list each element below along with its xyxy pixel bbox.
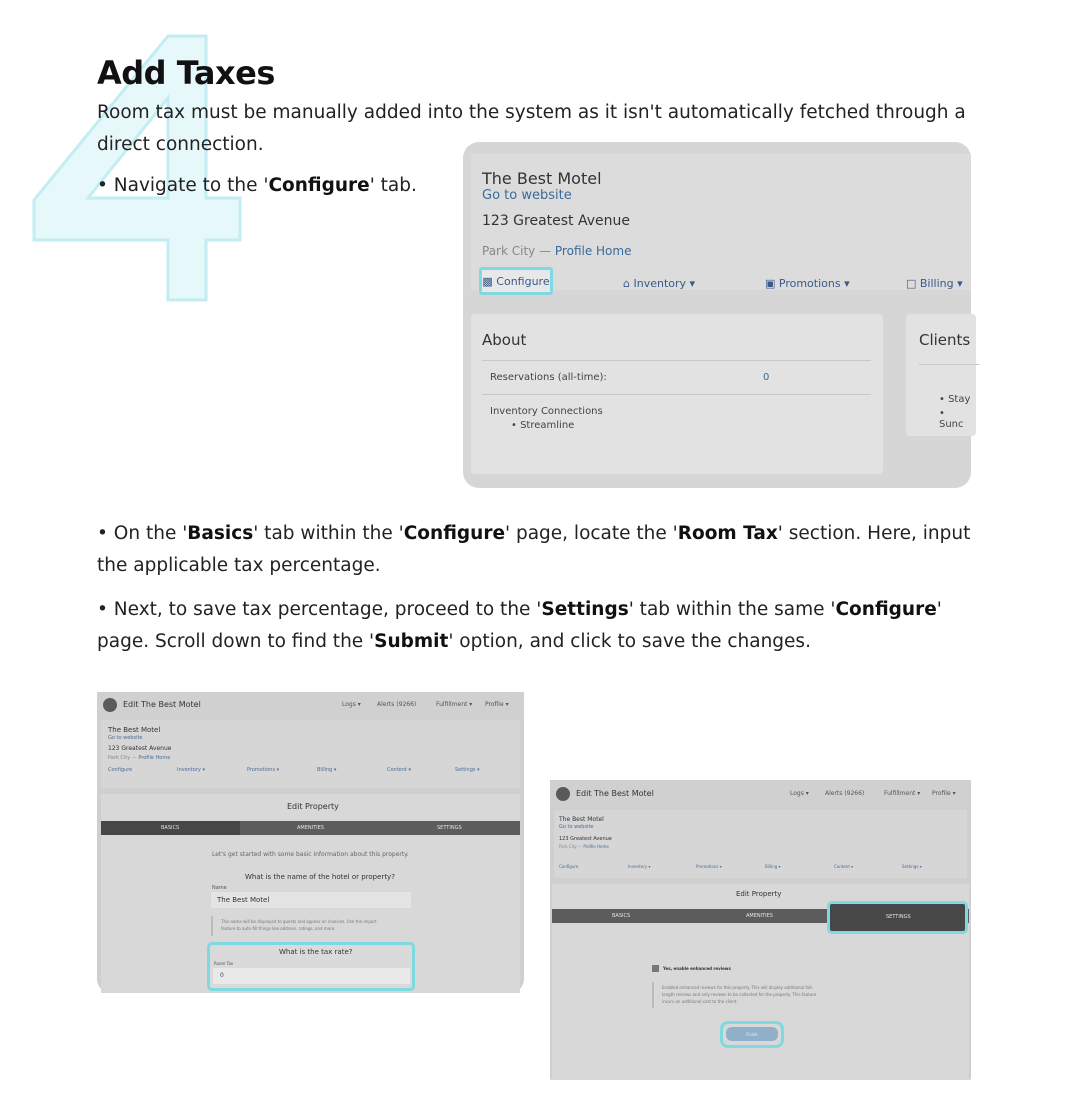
profile-home-link[interactable]: Profile Home xyxy=(583,844,609,849)
gift-icon: ▣ xyxy=(765,277,779,290)
tab-promotions[interactable]: Promotions ▾ xyxy=(247,767,280,773)
hotel-city: Park City — Profile Home xyxy=(108,755,171,761)
tab-content[interactable]: Content ▾ xyxy=(387,767,411,773)
name-label: Name xyxy=(212,885,227,891)
tab-inventory[interactable]: Inventory ▾ xyxy=(177,767,205,773)
hotel-name: The Best Motel xyxy=(108,726,161,734)
nav-alerts[interactable]: Alerts (9266) xyxy=(377,701,417,708)
help-line3: incurs an additional cost to the client. xyxy=(662,999,738,1004)
tab-content[interactable]: Content ▾ xyxy=(834,864,854,869)
help-bar xyxy=(211,916,213,936)
app-title: Edit The Best Motel xyxy=(576,789,654,798)
home-icon: ⌂ xyxy=(623,277,634,290)
hotel-city: Park City — Profile Home xyxy=(559,844,609,849)
tab-billing[interactable]: □ Billing ▾ xyxy=(906,277,963,290)
tab-configure[interactable]: ▩ Configure xyxy=(479,267,553,295)
screenshot-configure-tab xyxy=(463,142,971,488)
nav-alerts[interactable]: Alerts (9266) xyxy=(825,790,865,797)
client-item: • Sunc xyxy=(939,408,964,430)
hotel-address: 123 Greatest Avenue xyxy=(108,745,172,752)
hotel-address: 123 Greatest Avenue xyxy=(482,213,631,229)
bullet-basics: • On the 'Basics' tab within the 'Configure' page, locate the 'Room Tax' section. Here, input the applicable tax percentage. xyxy=(97,523,971,576)
screenshot-basics-room-tax xyxy=(97,692,524,993)
subtab-basics-label: BASICS xyxy=(161,825,180,831)
hotel-address: 123 Greatest Avenue xyxy=(559,836,612,842)
client-item: • Stay xyxy=(939,394,971,405)
about-title: About xyxy=(482,331,527,349)
reservations-label: Reservations (all-time): xyxy=(490,372,607,383)
nav-logs[interactable]: Logs ▾ xyxy=(790,790,809,797)
nav-profile[interactable]: Profile ▾ xyxy=(485,701,509,708)
connection-item: • Streamline xyxy=(511,420,575,431)
tax-label: Room Tax xyxy=(214,961,234,966)
edit-property-title: Edit Property xyxy=(287,802,339,811)
tab-configure[interactable]: Configure xyxy=(108,767,133,773)
property-header xyxy=(101,720,520,788)
nav-logs[interactable]: Logs ▾ xyxy=(342,701,361,708)
nav-profile[interactable]: Profile ▾ xyxy=(932,790,956,797)
tab-promotions[interactable]: Promotions ▾ xyxy=(696,864,722,869)
profile-home-link[interactable]: Profile Home xyxy=(138,755,171,761)
help-line1: Enabled enhanced reviews for this property. This will display additional full- xyxy=(662,985,813,990)
subtab-basics[interactable]: BASICS xyxy=(612,913,631,919)
tab-settings[interactable]: Settings ▾ xyxy=(902,864,922,869)
hotel-city: Park City — Profile Home xyxy=(482,244,632,258)
bullet-settings: • Next, to save tax percentage, proceed to the 'Settings' tab within the same 'Configure' page. Scroll down to find the 'Submit' option, and click to save the changes. xyxy=(97,599,942,652)
name-input-value: The Best Motel xyxy=(217,896,270,904)
nav-fulfillment[interactable]: Fulfillment ▾ xyxy=(884,790,921,797)
name-help-line1: This name will be displayed to guests and appear on invoices. Use the import xyxy=(221,919,377,924)
tab-inventory[interactable]: Inventory ▾ xyxy=(628,864,651,869)
tax-question: What is the tax rate? xyxy=(279,948,353,956)
profile-home-link[interactable]: Profile Home xyxy=(554,244,632,258)
name-help-line2: feature to auto-fill things like address, ratings, and more. xyxy=(221,926,336,931)
bullet-configure: • Navigate to the 'Configure' tab. xyxy=(97,175,417,196)
clients-title: Clients xyxy=(919,331,971,349)
tab-configure[interactable]: Configure xyxy=(559,864,579,869)
reservations-value[interactable]: 0 xyxy=(763,372,770,383)
divider xyxy=(919,364,979,365)
name-question: What is the name of the hotel or property? xyxy=(245,873,395,881)
intro-paragraph: Room tax must be manually added into the system as it isn't automatically fetched through a direct connection. xyxy=(97,102,966,155)
intro-text: Let's get started with some basic information about this property. xyxy=(212,851,409,858)
app-logo xyxy=(556,787,570,801)
divider xyxy=(482,360,871,361)
subtab-amenities[interactable]: AMENITIES xyxy=(297,825,324,831)
help-bar xyxy=(652,982,654,1008)
checkbox[interactable] xyxy=(652,965,659,972)
page-title: Add Taxes xyxy=(97,54,275,92)
room-tax-input[interactable] xyxy=(213,968,410,984)
configure-icon: ▩ xyxy=(482,274,497,288)
tab-billing[interactable]: Billing ▾ xyxy=(317,767,337,773)
inventory-connections-label: Inventory Connections xyxy=(490,406,603,417)
document-icon: □ xyxy=(906,277,920,290)
room-tax-value: 0 xyxy=(220,972,224,979)
tab-settings[interactable]: Settings ▾ xyxy=(455,767,480,773)
tab-billing[interactable]: Billing ▾ xyxy=(765,864,781,869)
subtab-settings[interactable]: SETTINGS xyxy=(437,825,462,831)
tab-inventory[interactable]: ⌂ Inventory ▾ xyxy=(623,277,696,290)
screenshot-settings-finish xyxy=(550,780,971,1080)
app-title: Edit The Best Motel xyxy=(123,700,201,709)
divider xyxy=(482,394,871,395)
finish-button-label: Finish xyxy=(746,1031,758,1037)
checkbox-label: Yes, enable enhanced reviews xyxy=(663,966,731,971)
tab-promotions[interactable]: ▣ Promotions ▾ xyxy=(765,277,850,290)
website-link[interactable]: Go to website xyxy=(482,188,572,203)
help-line2: length reviews and only reviews to be collected for the property. This feature xyxy=(662,992,817,997)
website-link[interactable]: Go to website xyxy=(108,735,143,741)
subtab-amenities[interactable]: AMENITIES xyxy=(746,913,773,919)
app-logo xyxy=(103,698,117,712)
subtab-settings-label: SETTINGS xyxy=(886,914,911,920)
hotel-name: The Best Motel xyxy=(482,169,602,188)
edit-property-title: Edit Property xyxy=(736,890,782,898)
finish-button[interactable] xyxy=(726,1027,778,1041)
hotel-name: The Best Motel xyxy=(559,816,604,823)
nav-fulfillment[interactable]: Fulfillment ▾ xyxy=(436,701,473,708)
website-link[interactable]: Go to website xyxy=(559,824,594,830)
